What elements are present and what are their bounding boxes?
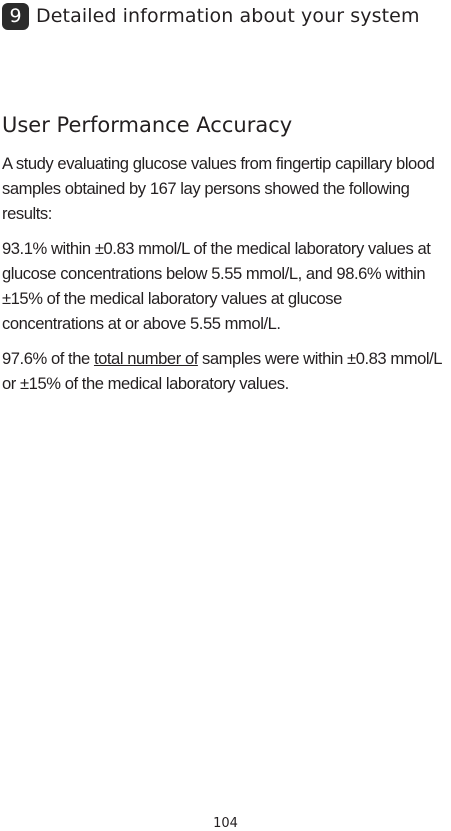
chapter-title: Detailed information about your system: [36, 5, 420, 27]
summary-underlined-text: total number of: [93, 349, 198, 368]
page-header: [2, 2, 451, 30]
summary-paragraph: [2, 346, 447, 396]
intro-paragraph: A study evaluating glucose values from fingertip capillary blood samples obtained by 167 lay persons showed the following results:: [2, 154, 435, 223]
section-title: User Performance Accuracy: [2, 113, 293, 137]
page-number: 104: [213, 816, 238, 831]
chapter-number-badge: 9: [2, 3, 29, 30]
results-paragraph: 93.1% within ±0.83 mmol/L of the medical laboratory values at glucose concentrations below 5.55 mmol/L, and 98.6% within ±15% of the medical laboratory values at glucose concentrations at or above 5.55 mmol/L.: [2, 239, 431, 333]
summary-text-end: samples were within ±0.83 mmol/L or ±15% of the medical laboratory values.: [2, 349, 442, 393]
summary-text-start: 97.6% of the: [2, 349, 94, 368]
section-body: [2, 151, 447, 406]
